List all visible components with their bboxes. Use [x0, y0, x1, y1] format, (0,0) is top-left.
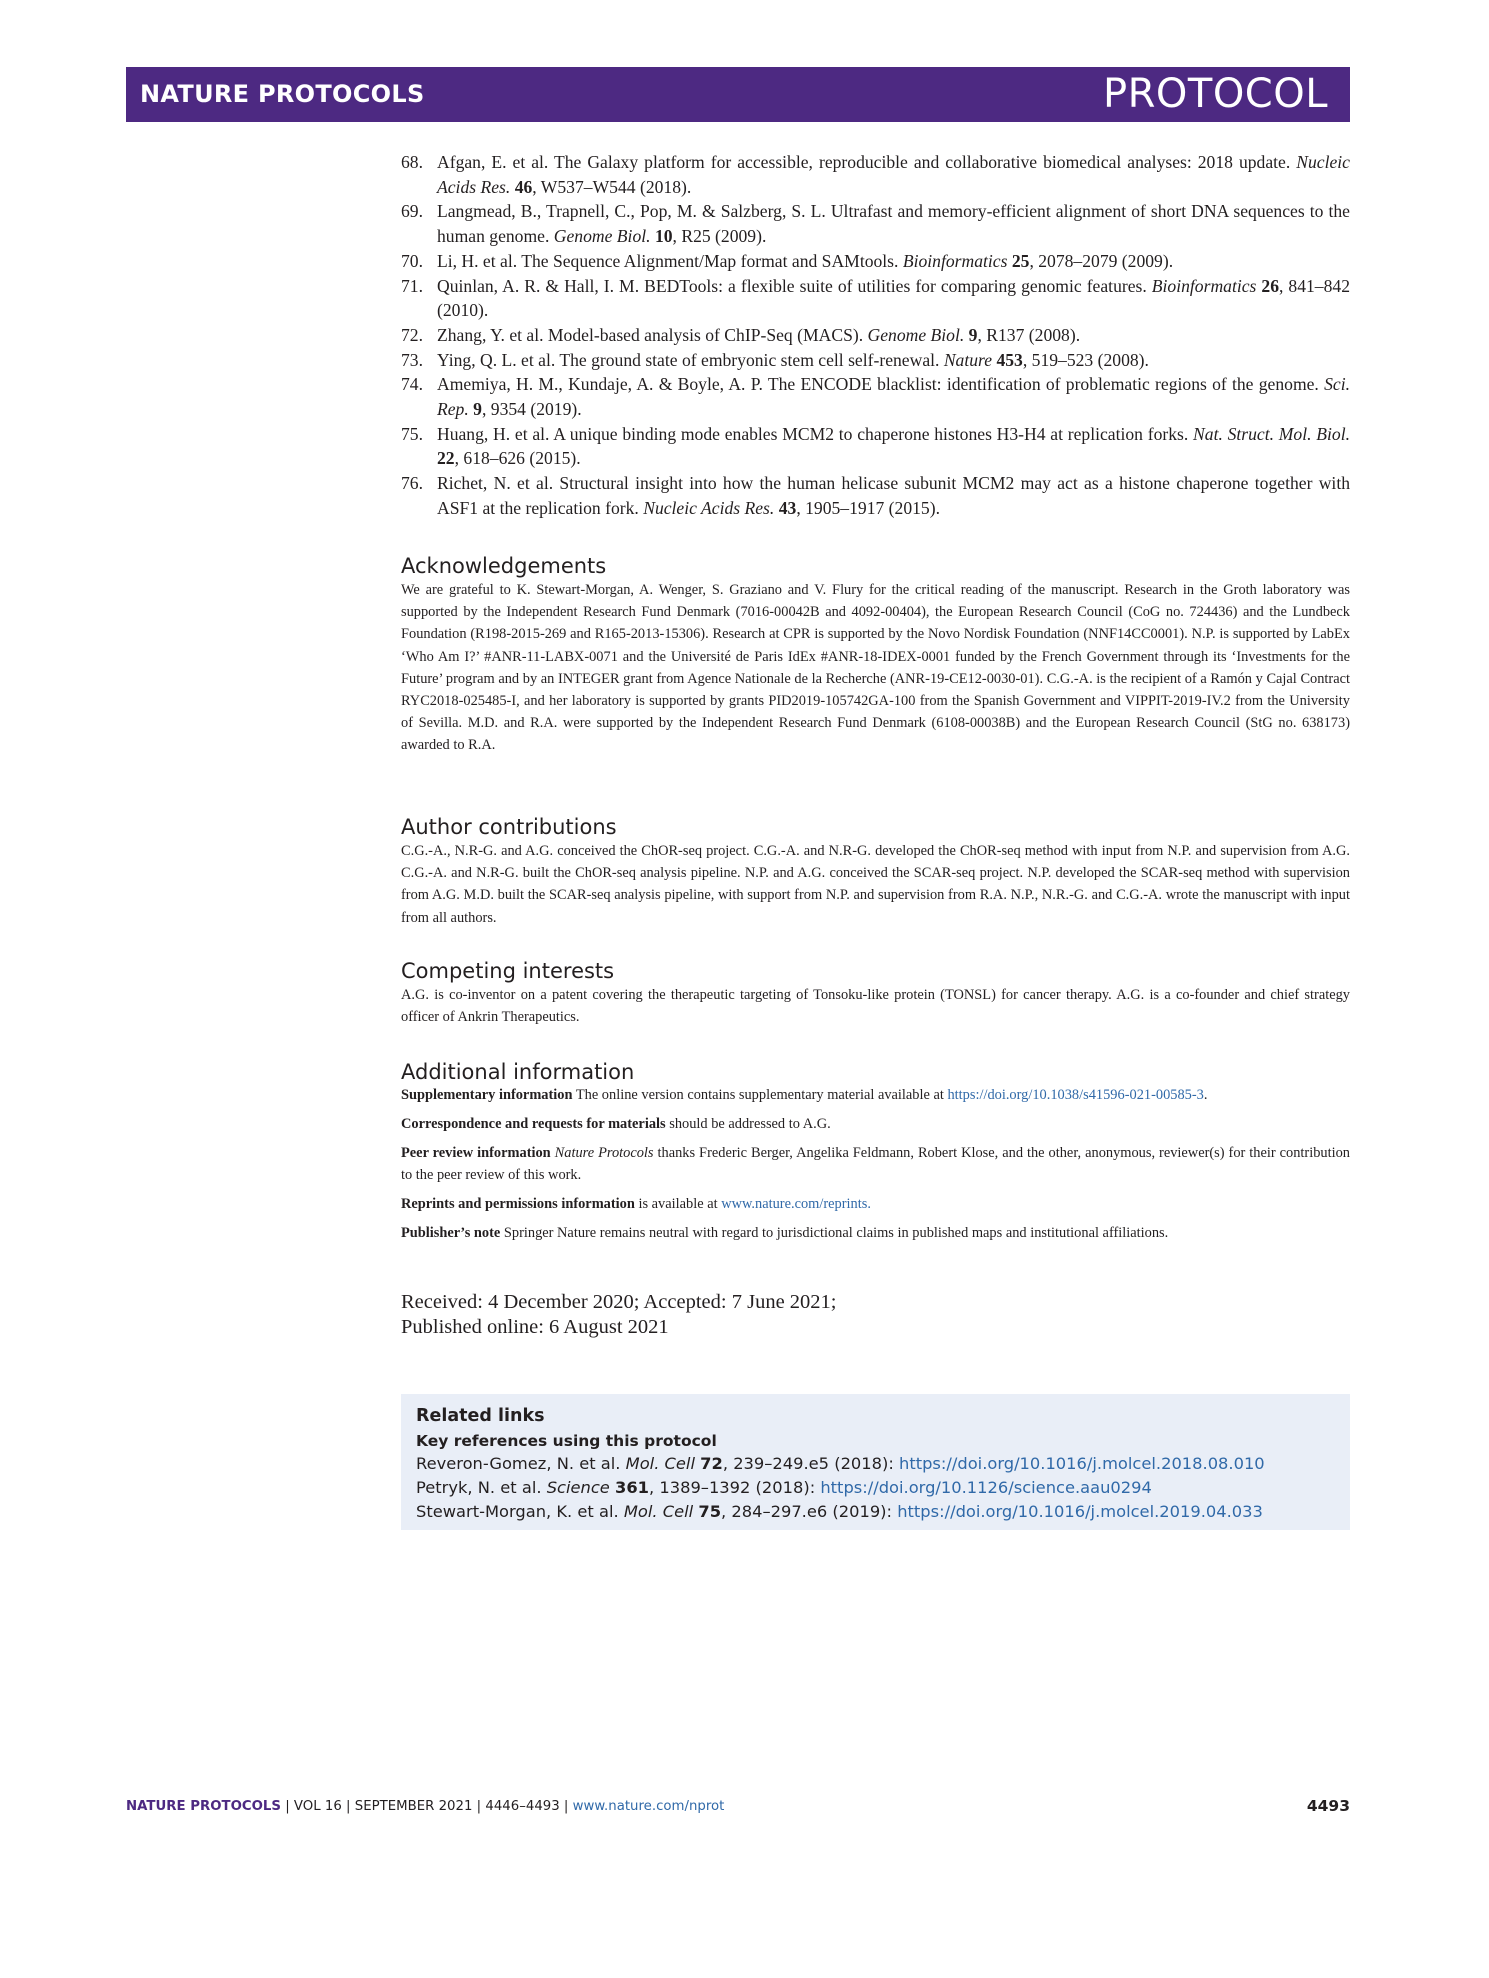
related-link-url[interactable]: https://doi.org/10.1016/j.molcel.2019.04.033 — [897, 1502, 1263, 1521]
acknowledgements-text: We are grateful to K. Stewart-Morgan, A. Wenger, S. Graziano and V. Flury for the critical reading of the manuscript. Research in the Groth laboratory was supported by the Independent Research Fund Denmark (7016-00042B and 4092-00404), the European Research Council (CoG no. 724436) and the Lundbeck Foundation (R198-2015-269 and R165-2013-15306). Research at CPR is supported by the Novo Nordisk Foundation (NNF14CC0001). N.P. is supported by LabEx ‘Who Am I?’ #ANR-11-LABX-0071 and the Université de Paris IdEx #ANR-18-IDEX-0001 funded by the French Government through its ‘Investments for the Future’ program and by an INTEGER grant from Agence Nationale de la Recherche (ANR-19-CE12-0030-01). C.G.-A. is the recipient of a Ramón y Cajal Contract RYC2018-025485-I, and her laboratory is supported by grants PID2019-105742GA-100 from the Spanish Government and VIPPIT-2019-IV.2 from the University of Sevilla. M.D. and R.A. were supported by the Independent Research Fund Denmark (6108-00038B) and the European Research Council (StG no. 638173) awarded to R.A. — [401, 582, 1350, 754]
reference-item: 68. Afgan, E. et al. The Galaxy platform for accessible, reproducible and collaborative biomedical analyses: 2018 update. Nucleic Acids Res. 46, W537–W544 (2018). — [401, 152, 1350, 197]
footer-volume: VOL 16 — [293, 1799, 342, 1814]
related-link-item: Stewart-Morgan, K. et al. Mol. Cell 75, 284–297.e6 (2019): https://doi.org/10.1016/j.molcel.2019.04.033 — [416, 1502, 1263, 1521]
peer-review-information: Peer review information Nature Protocols thanks Frederic Berger, Angelika Feldmann, Robert Klose, and the other, anonymous, reviewer(s) for their contribution to the peer review of this work. — [401, 1145, 1350, 1183]
article-dates — [401, 1290, 1350, 1340]
author-contributions-heading: Author contributions — [401, 815, 617, 839]
author-contributions-section — [401, 814, 1350, 929]
footer-date: SEPTEMBER 2021 — [354, 1799, 473, 1814]
page-footer: NATURE PROTOCOLS | VOL 16 | SEPTEMBER 2021 | 4446–4493 | www.nature.com/nprot 4493 — [126, 1797, 1350, 1815]
correspondence-note: Correspondence and requests for materials should be addressed to A.G. — [401, 1116, 831, 1132]
related-links-heading: Related links — [416, 1406, 545, 1426]
related-link-url[interactable]: https://doi.org/10.1016/j.molcel.2018.08.010 — [899, 1454, 1265, 1473]
related-link-item: Reveron-Gomez, N. et al. Mol. Cell 72, 239–249.e5 (2018): https://doi.org/10.1016/j.molcel.2018.08.010 — [416, 1454, 1265, 1473]
reprints-information: Reprints and permissions information is available at www.nature.com/reprints. — [401, 1195, 871, 1212]
competing-interests-heading: Competing interests — [401, 959, 615, 983]
footer-journal: NATURE PROTOCOLS — [126, 1799, 281, 1814]
published-date: Published online: 6 August 2021 — [401, 1316, 669, 1338]
received-accepted-dates: Received: 4 December 2020; Accepted: 7 June 2021; — [401, 1291, 837, 1313]
page-number: 4493 — [1306, 1797, 1350, 1815]
related-link-url[interactable]: https://doi.org/10.1126/science.aau0294 — [820, 1478, 1152, 1497]
competing-interests-section — [401, 958, 1350, 1028]
reference-item: 74. Amemiya, H. M., Kundaje, A. & Boyle, A. P. The ENCODE blacklist: identification of problematic regions of the genome. Sci. Rep. 9, 9354 (2019). — [401, 374, 1350, 420]
reprints-link[interactable]: www.nature.com/reprints. — [721, 1195, 871, 1212]
author-contributions-text: C.G.-A., N.R-G. and A.G. conceived the ChOR-seq project. C.G.-A. and N.R-G. developed the ChOR-seq method with input from N.P. and supervision from A.G. C.G.-A. and N.R-G. built the ChOR-seq analysis pipeline. N.P. and A.G. conceived the SCAR-seq project. N.P. developed the SCAR-seq method with supervision from A.G. M.D. built the SCAR-seq analysis pipeline, with support from N.P. and supervision from R.A. N.P., N.R.-G. and C.G.-A. wrote the manuscript with input from all authors. — [401, 843, 1350, 926]
acknowledgements-heading: Acknowledgements — [401, 554, 607, 578]
reference-item: 71. Quinlan, A. R. & Hall, I. M. BEDTools: a flexible suite of utilities for comparing genomic features. Bioinformatics 26, 841–842 (2010). — [401, 275, 1350, 321]
reference-item: 75. Huang, H. et al. A unique binding mode enables MCM2 to chaperone histones H3-H4 at replication forks. Nat. Struct. Mol. Biol. 22, 618–626 (2015). — [401, 423, 1350, 469]
related-link-item: Petryk, N. et al. Science 361, 1389–1392 (2018): https://doi.org/10.1126/science.aau0294 — [416, 1478, 1152, 1497]
additional-information-section — [401, 1059, 1350, 1252]
article-type: PROTOCOL — [1102, 71, 1328, 117]
reference-item: 70. Li, H. et al. The Sequence Alignment/Map format and SAMtools. Bioinformatics 25, 2078–2079 (2009). — [401, 250, 1174, 271]
reference-list — [401, 150, 1350, 521]
footer-pages: 4446–4493 — [485, 1799, 560, 1814]
supplementary-link[interactable]: https://doi.org/10.1038/s41596-021-00585-3 — [947, 1087, 1204, 1103]
journal-name: NATURE PROTOCOLS — [140, 80, 425, 108]
publisher-note: Publisher’s note Springer Nature remains neutral with regard to jurisdictional claims in published maps and institutional affiliations. — [401, 1224, 1169, 1241]
reference-item: 76. Richet, N. et al. Structural insight into how the human helicase subunit MCM2 may act as a histone chaperone together with ASF1 at the replication fork. Nucleic Acids Res. 43, 1905–1917 (2015). — [401, 473, 1350, 518]
competing-interests-text: A.G. is co-inventor on a patent covering the therapeutic targeting of Tonsoku-like protein (TONSL) for cancer therapy. A.G. is a co-founder and chief strategy officer of Ankrin Therapeutics. — [401, 987, 1350, 1026]
related-links-box — [401, 1394, 1350, 1530]
supplementary-information: Supplementary information The online version contains supplementary material available at https://doi.org/10.1038/s41596-021-00585-3. — [401, 1087, 1208, 1103]
additional-information-heading: Additional information — [401, 1060, 635, 1084]
related-links-subheading: Key references using this protocol — [416, 1432, 717, 1450]
page-header — [126, 67, 1350, 122]
acknowledgements-section — [401, 553, 1350, 757]
reference-item: 72. Zhang, Y. et al. Model-based analysis of ChIP-Seq (MACS). Genome Biol. 9, R137 (2008). — [401, 324, 1081, 345]
reference-item: 73. Ying, Q. L. et al. The ground state of embryonic stem cell self-renewal. Nature 453, 519–523 (2008). — [401, 349, 1149, 370]
footer-url[interactable]: www.nature.com/nprot — [572, 1799, 725, 1814]
reference-item: 69. Langmead, B., Trapnell, C., Pop, M. & Salzberg, S. L. Ultrafast and memory-efficient alignment of short DNA sequences to the human genome. Genome Biol. 10, R25 (2009). — [401, 201, 1350, 247]
